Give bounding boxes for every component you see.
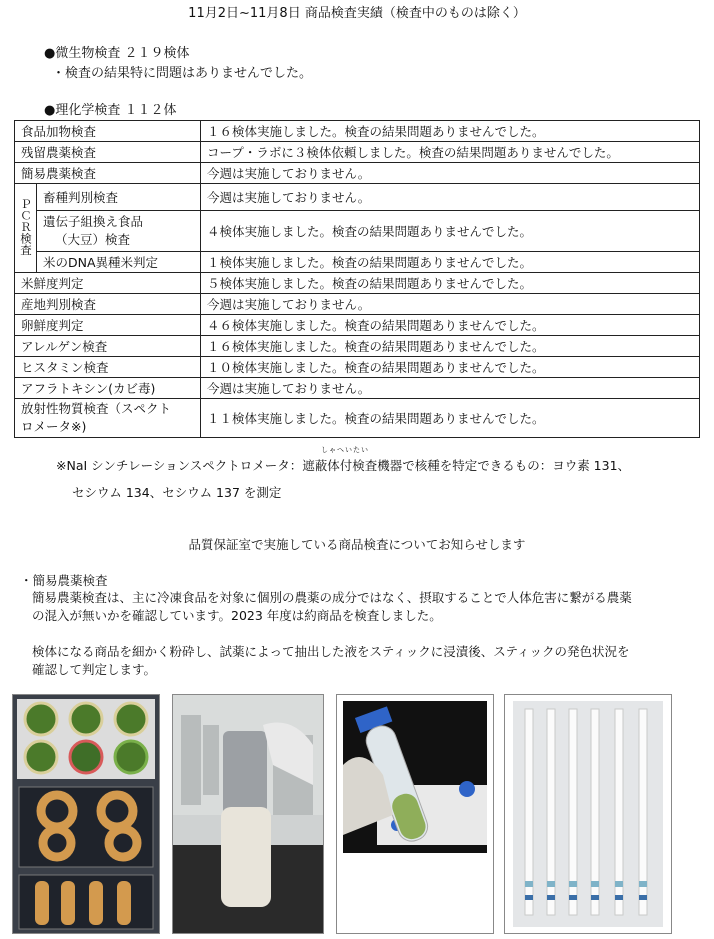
test-name: アフラトキシン(カビ毒)	[15, 378, 201, 399]
test-result: １検体実施しました。検査の結果問題ありませんでした。	[201, 252, 700, 273]
pcr-group-label	[15, 184, 37, 273]
test-result: ５検体実施しました。検査の結果問題ありませんでした。	[201, 273, 700, 294]
test-name: 産地判別検査	[15, 294, 201, 315]
simple-p1-line2: の混入が無いかを確認しています。2023 年度は約商品を検査しました。	[32, 608, 442, 623]
table-row	[15, 184, 700, 211]
test-result: 今週は実施しておりません。	[201, 163, 700, 184]
test-name	[15, 399, 201, 438]
table-row	[15, 294, 700, 315]
results-table	[14, 120, 700, 438]
test-name: 米のDNA異種米判定	[37, 252, 201, 273]
test-result: １０検体実施しました。検査の結果問題ありませんでした。	[201, 357, 700, 378]
ruby-annotation: しゃへいたい	[321, 446, 369, 454]
table-row	[15, 142, 700, 163]
micro-heading: ●微生物検査 ２１９検体	[44, 46, 190, 61]
test-name: 残留農薬検査	[15, 142, 201, 163]
table-row	[15, 273, 700, 294]
pcr-label-text: ＰＣＲ検査	[19, 197, 33, 256]
test-name: ヒスタミン検査	[15, 357, 201, 378]
table-row	[15, 121, 700, 142]
test-result: 今週は実施しておりません。	[201, 378, 700, 399]
test-name: 卵鮮度判定	[15, 315, 201, 336]
page-title: 11月2日~11月8日 商品検査実績（検査中のものは除く）	[188, 6, 526, 21]
test-name: 簡易農薬検査	[15, 163, 201, 184]
simple-p2-line1: 検体になる商品を細かく粉砕し、試薬によって抽出した液をスティックに浸漬後、スティックの発色状況を	[32, 644, 630, 659]
test-result: １６検体実施しました。検査の結果問題ありませんでした。	[201, 336, 700, 357]
test-result: 今週は実施しておりません。	[201, 294, 700, 315]
table-row	[15, 163, 700, 184]
test-name: 食品加物検査	[15, 121, 201, 142]
test-name	[37, 211, 201, 252]
simple-p2-line2: 確認して判定します。	[32, 662, 157, 677]
test-name-line2: （大豆）検査	[55, 232, 131, 247]
simple-p1-line1: 簡易農薬検査は、主に冷凍食品を対象に個別の農薬の成分ではなく、摂取することで人体危害に繋がる農薬	[32, 590, 632, 605]
test-name: 畜種判別検査	[37, 184, 201, 211]
test-result: １６検体実施しました。検査の結果問題ありませんでした。	[201, 121, 700, 142]
table-row	[15, 315, 700, 336]
test-result: ４検体実施しました。検査の結果問題ありませんでした。	[201, 211, 700, 252]
test-result: ４６検体実施しました。検査の結果問題ありませんでした。	[201, 315, 700, 336]
table-row	[15, 211, 700, 252]
test-result: コープ・ラボに３検体依頼しました。検査の結果問題ありませんでした。	[201, 142, 700, 163]
test-name-line1: 遺伝子組換え食品	[43, 214, 144, 229]
blender-photo	[172, 694, 324, 934]
micro-note: ・検査の結果特に問題はありませんでした。	[52, 66, 313, 81]
test-name: アレルゲン検査	[15, 336, 201, 357]
table-row	[15, 399, 700, 438]
table-row	[15, 336, 700, 357]
food-samples-photo	[12, 694, 160, 934]
footnote-line1: ※NaI シンチレーションスペクトロメータ：遮蔽体付検査機器で核種を特定できるもの：ヨウ素 131、	[56, 458, 631, 473]
test-name-line1: 放射性物質検査（スペクト	[21, 401, 172, 416]
simple-heading: ・簡易農薬検査	[20, 573, 108, 588]
footnote-line2: セシウム 134、セシウム 137 を測定	[72, 485, 282, 500]
test-result: １１検体実施しました。検査の結果問題ありませんでした。	[201, 399, 700, 438]
table-row	[15, 252, 700, 273]
test-sticks-photo	[504, 694, 672, 934]
test-name-line2: ロメータ※)	[21, 419, 87, 434]
test-tube-photo	[336, 694, 494, 934]
chem-heading: ●理化学検査 １１２体	[44, 103, 177, 118]
test-result: 今週は実施しておりません。	[201, 184, 700, 211]
table-row	[15, 357, 700, 378]
test-name: 米鮮度判定	[15, 273, 201, 294]
table-row	[15, 378, 700, 399]
announcement: 品質保証室で実施している商品検査についてお知らせします	[188, 537, 526, 552]
